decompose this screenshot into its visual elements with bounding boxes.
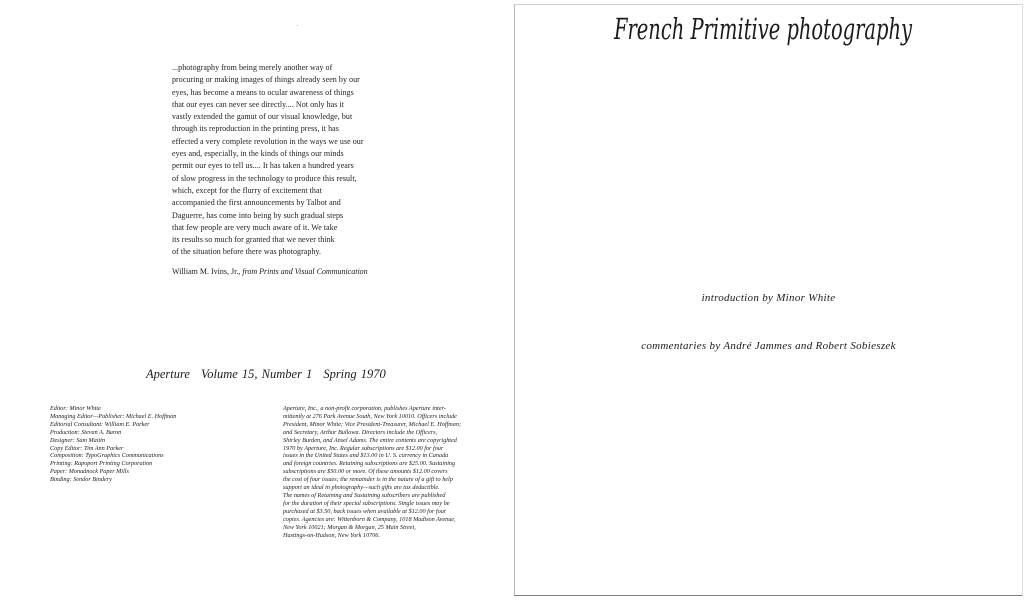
quote-line: that few people are very much aware of it. We take — [172, 222, 338, 232]
colophon-line: copies. Agencies are: Wittenborn & Company, 1018 Madison Avenue, — [283, 515, 456, 523]
quote-author: William M. Ivins, Jr., — [172, 267, 241, 276]
quote-line: eyes and, especially, in the kinds of things our minds — [172, 149, 344, 159]
colophon-line: Shirley Burden, and Ansel Adams. The entire contents are copyrighted — [283, 436, 457, 444]
quote-line: effected a very complete revolution in the ways we use our — [172, 136, 364, 146]
issue-masthead — [146, 367, 386, 382]
quote-line: vastly extended the gamut of our visual knowledge, but — [172, 112, 353, 122]
quote-line: through its reproduction in the printing press, it has — [172, 124, 339, 134]
staff-credit-line: Binding: Sendor Bindery — [50, 476, 112, 484]
colophon-line: and foreign countries. Retaining subscriptions are $25.00. Sustaining — [283, 460, 456, 468]
colophon-line: issues in the United States and $13.00 in U. S. currency in Canada — [283, 452, 449, 460]
commentaries-credit: commentaries by André Jammes and Robert Sobieszek — [641, 340, 896, 352]
quote-line: eyes, has become a means to ocular awareness of things — [172, 87, 354, 97]
staff-credit-line: Designer: Sam Maitin — [50, 436, 105, 444]
quote-source: from Prints and Visual Communication — [242, 267, 368, 276]
colophon-line: The names of Retaining and Sustaining subscribers are published — [283, 491, 446, 499]
title-text: French Primitive photography — [613, 12, 913, 46]
staff-credit-line: Composition: TypoGraphics Communications — [50, 452, 164, 460]
colophon-line: Hastings-on-Hudson, New York 10706. — [283, 531, 380, 539]
colophon-line: Aperture, Inc., a non-profit corporation, publishes Aperture inter- — [283, 405, 446, 412]
epigraph-quote — [172, 62, 412, 259]
staff-credit-line: Managing Editor—Publisher: Michael E. Hoffman — [50, 412, 177, 420]
paper-speck — [297, 25, 298, 26]
quote-line: which, except for the flurry of excitement that — [172, 185, 322, 195]
staff-credits — [50, 405, 176, 484]
quote-line: procuring or making images of things already seen by our — [172, 75, 360, 85]
handwritten-title — [612, 8, 917, 56]
colophon-line: President, Minor White; Vice President-Treasurer, Michael E. Hoffman; — [283, 420, 462, 428]
colophon-line: the cost of four issues; the remainder is in the nature of a gift to help — [283, 476, 453, 484]
publisher-colophon — [283, 405, 461, 539]
quote-line: of the situation before there was photography. — [172, 247, 322, 257]
quote-line: permit our eyes to tell us.... It has taken a hundred years — [172, 161, 354, 171]
quote-line: accompanied the first announcements by Talbot and — [172, 198, 341, 208]
introduction-credit: introduction by Minor White — [701, 292, 836, 304]
staff-credit-line: Paper: Monadnock Paper Mills — [50, 468, 129, 476]
colophon-line: subscriptions are $50.00 or more. Of these amounts $12.00 covers — [283, 468, 448, 476]
quote-line: of slow progress in the technology to produce this result, — [172, 173, 357, 183]
colophon-line: for the duration of their special subscriptions. Single issues may be — [283, 499, 450, 507]
magazine-name: Aperture — [146, 367, 190, 381]
colophon-line: mittently at 276 Park Avenue South, New York 10010. Officers include — [283, 412, 457, 420]
staff-credit-line: Production: Stevan A. Baron — [50, 428, 122, 436]
staff-credit-line: Printing: Rapoport Printing Corporation — [50, 460, 153, 468]
colophon-line: support an ideal in photography—such gifts are tax deductible. — [283, 484, 440, 492]
volume-number: Volume 15, Number 1 — [200, 367, 313, 381]
colophon-line: New York 10021; Morgan & Morgan, 25 Main Street, — [283, 523, 416, 531]
colophon-line: and Secretary, Arthur Bullowa. Directors include the Officers, — [283, 428, 438, 436]
quote-attribution — [172, 267, 368, 276]
colophon-line: purchased at $3.50, back issues when available at $12.00 for four — [283, 507, 447, 515]
staff-credit-line: Editorial Consultant: William E. Parker — [50, 420, 150, 428]
quote-line: its results so much for granted that we never think — [172, 235, 335, 245]
quote-line: ...photography from being merely another way of — [172, 63, 333, 72]
issue-date: Spring 1970 — [323, 367, 386, 381]
colophon-line: 1970 by Aperture, Inc. Regular subscriptions are $12.00 for four — [283, 444, 444, 452]
staff-credit-line: Editor: Minor White — [50, 405, 101, 412]
staff-credit-line: Copy Editor: Tim Ann Parker — [50, 444, 124, 452]
quote-line: Daguerre, has come into being by such gradual steps — [172, 210, 344, 220]
quote-line: that our eyes can never see directly.... Not only has it — [172, 99, 345, 109]
